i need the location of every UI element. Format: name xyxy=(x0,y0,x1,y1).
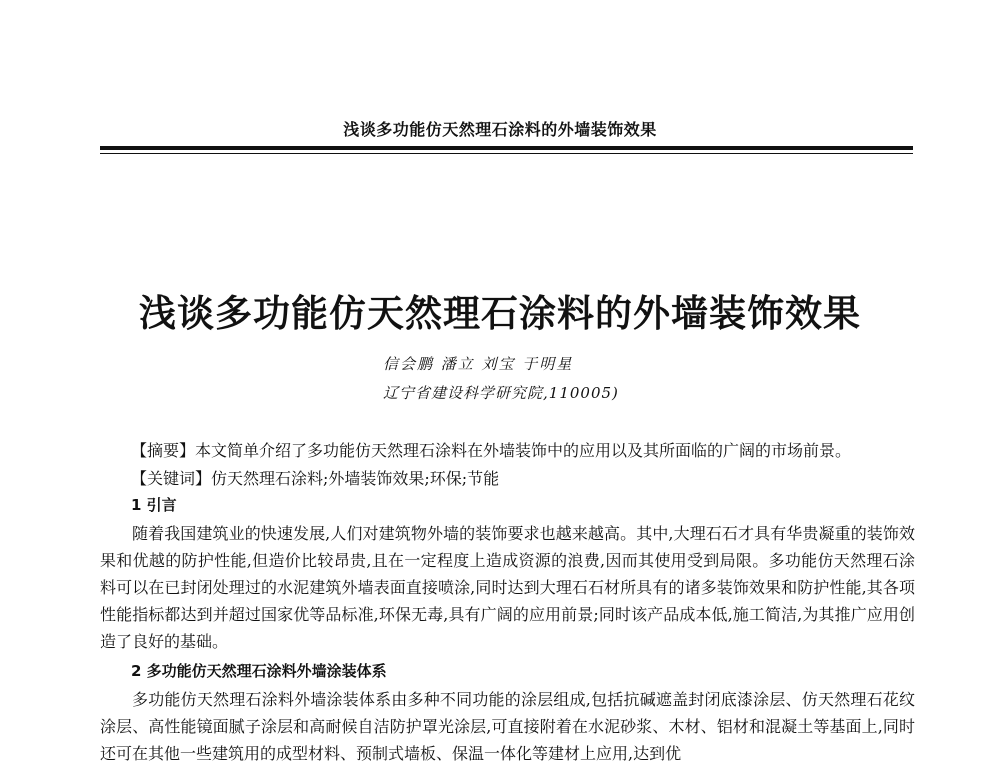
header-rule-thick xyxy=(100,146,913,150)
header-rule-thin xyxy=(100,153,913,154)
article-title: 浅谈多功能仿天然理石涂料的外墙装饰效果 xyxy=(139,292,861,335)
keywords: 【关键词】仿天然理石涂料;外墙装饰效果;环保;节能 xyxy=(131,469,500,488)
section-heading-coating-system: 2 多功能仿天然理石涂料外墙涂装体系 xyxy=(131,662,387,680)
abstract: 【摘要】本文简单介绍了多功能仿天然理石涂料在外墙装饰中的应用以及其所面临的广阔的市场前景。 xyxy=(131,441,852,460)
affiliation: 辽宁省建设科学研究院,110005) xyxy=(383,384,619,402)
section-paragraph-introduction: 随着我国建筑业的快速发展,人们对建筑物外墙的装饰要求也越来越高。其中,大理石石才具有华贵凝重的装饰效果和优越的防护性能,但造价比较昂贵,且在一定程度上造成资源的浪费,因而其使用受到局限。多功能仿天然理石涂料可以在已封闭处理过的水泥建筑外墙表面直接喷涂,同时达到大理石石材所具有的诸多装饰效果和防护性能,其各项性能指标都达到并超过国家优等品标准,环保无毒,具有广阔的应用前景;同时该产品成本低,施工简洁,为其推广应用创造了良好的基础。 xyxy=(100,524,915,651)
section-heading-introduction: 1 引言 xyxy=(131,496,177,514)
section-paragraph-coating-system: 多功能仿天然理石涂料外墙涂装体系由多种不同功能的涂层组成,包括抗碱遮盖封闭底漆涂层、仿天然理石花纹涂层、高性能镜面腻子涂层和高耐候自洁防护罩光涂层,可直接附着在水泥砂浆、木材、铝材和混凝土等基面上,同时还可在其他一些建筑用的成型材料、预制式墙板、保温一体化等建材上应用,达到优 xyxy=(100,690,915,763)
running-head: 浅谈多功能仿天然理石涂料的外墙装饰效果 xyxy=(343,120,657,139)
authors: 信会鹏 潘立 刘宝 于明星 xyxy=(383,355,574,373)
